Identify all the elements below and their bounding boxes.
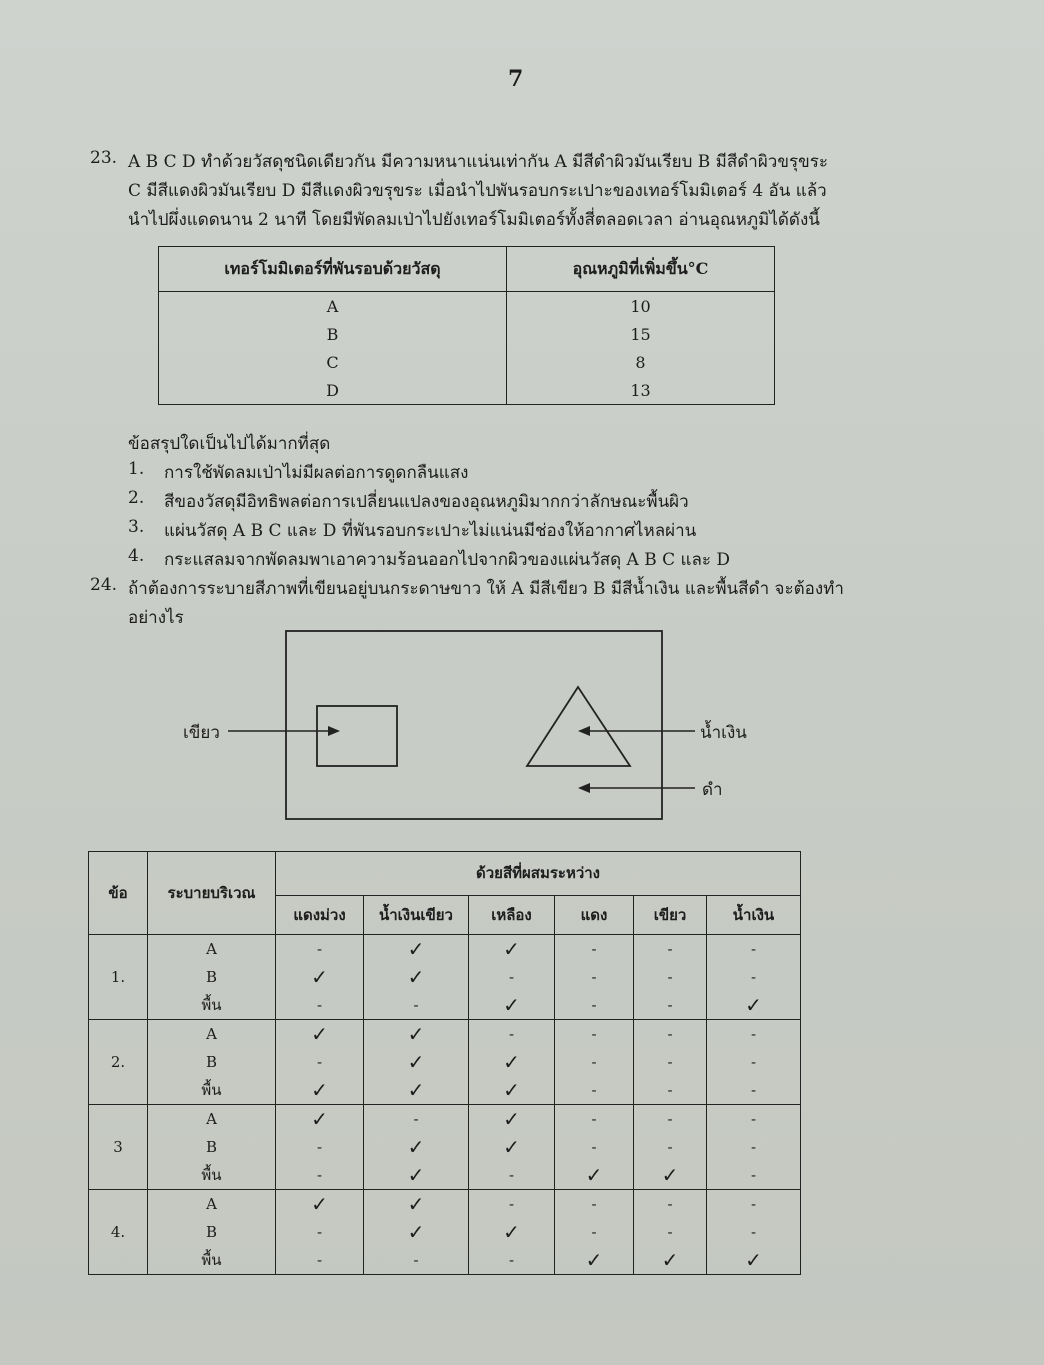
mark-cell <box>634 1105 707 1190</box>
area-list <box>148 1105 276 1190</box>
mark-cell <box>364 1190 469 1275</box>
table-row <box>89 1020 801 1105</box>
label-black: ดำ <box>702 780 723 800</box>
temperature-cell: 8 <box>507 348 775 376</box>
check-mark: ✓ <box>407 1220 425 1244</box>
check-mark: ✓ <box>311 1107 328 1131</box>
header-no: ข้อ <box>89 852 148 935</box>
temperature-cell: 10 <box>507 292 775 321</box>
dash-mark: - <box>591 996 597 1014</box>
area-label: B <box>205 1138 218 1156</box>
check-mark: ✓ <box>407 965 425 989</box>
mark-cell <box>634 1020 707 1105</box>
dash-mark: - <box>413 996 419 1014</box>
dash-mark: - <box>750 1025 757 1043</box>
question-number: 24. <box>90 575 118 595</box>
material-cell: B <box>159 320 507 348</box>
answer-number: 4. <box>89 1190 148 1275</box>
coloring-figure <box>180 625 780 825</box>
mark-cell <box>707 1020 801 1105</box>
dash-mark: - <box>316 1138 323 1156</box>
dash-mark: - <box>316 1223 323 1241</box>
dash-mark: - <box>750 968 757 986</box>
dash-mark: - <box>591 968 597 986</box>
check-mark: ✓ <box>407 1163 425 1187</box>
table-row <box>89 935 801 1020</box>
check-mark: ✓ <box>745 993 762 1017</box>
dash-mark: - <box>667 1110 673 1128</box>
shape-a-square <box>317 706 397 766</box>
check-mark: ✓ <box>311 1078 328 1102</box>
arrow-head <box>578 783 590 793</box>
dash-mark: - <box>508 1195 515 1213</box>
dash-mark: - <box>591 1223 597 1241</box>
mark-cell <box>555 1105 634 1190</box>
table-row <box>159 292 775 321</box>
check-mark: ✓ <box>311 1192 328 1216</box>
temperature-cell: 13 <box>507 376 775 405</box>
dash-mark: - <box>591 1081 597 1099</box>
option-text: แผ่นวัสดุ A B C และ D ที่พันรอบกระเปาะไม่แน่นมีช่องให้อากาศไหลผ่าน <box>164 521 697 541</box>
dash-mark: - <box>508 968 515 986</box>
question-number: 23. <box>90 148 118 168</box>
mark-cell <box>469 1190 555 1275</box>
dash-mark: - <box>508 1251 515 1269</box>
dash-mark: - <box>316 1251 323 1269</box>
mark-cell <box>707 935 801 1020</box>
mark-cell <box>364 1020 469 1105</box>
mark-cell <box>634 935 707 1020</box>
check-mark: ✓ <box>503 937 520 961</box>
header-color: เขียว <box>634 895 707 934</box>
question-text-line: C มีสีแดงผิวมันเรียบ D มีสีแดงผิวขรุขระ เมื่อนำไปพันรอบกระเปาะของเทอร์โมมิเตอร์ 4 อัน แล้ว <box>128 181 827 201</box>
area-label: พื้น <box>201 1081 222 1099</box>
dash-mark: - <box>591 1138 597 1156</box>
question-text-line: A B C D ทำด้วยวัสดุชนิดเดียวกัน มีความหนาแน่นเท่ากัน A มีสีดำผิวมันเรียบ B มีสีดำผิวขรุขระ <box>128 152 828 172</box>
mark-cell <box>469 935 555 1020</box>
check-mark: ✓ <box>311 1022 328 1046</box>
temperature-cell: 15 <box>507 320 775 348</box>
table-row <box>89 1190 801 1275</box>
header-color: เหลือง <box>469 895 555 934</box>
mark-cell <box>555 1020 634 1105</box>
dash-mark: - <box>750 1166 757 1184</box>
dash-mark: - <box>508 1025 515 1043</box>
check-mark: ✓ <box>407 937 425 961</box>
table-row <box>89 1105 801 1190</box>
question-prompt: ข้อสรุปใดเป็นไปได้มากที่สุด <box>128 434 331 454</box>
dash-mark: - <box>667 1195 673 1213</box>
material-cell: A <box>159 292 507 321</box>
header-color: น้ำเงินเขียว <box>364 895 469 934</box>
area-label: พื้น <box>201 1166 222 1184</box>
material-cell: D <box>159 376 507 405</box>
paper-frame <box>286 631 662 819</box>
check-mark: ✓ <box>503 1078 520 1102</box>
mark-cell <box>276 1020 364 1105</box>
dash-mark: - <box>316 996 323 1014</box>
mark-cell <box>276 935 364 1020</box>
dash-mark: - <box>750 1195 757 1213</box>
material-cell: C <box>159 348 507 376</box>
area-label: A <box>206 1110 217 1128</box>
mark-cell <box>276 1105 364 1190</box>
header-color: แดงม่วง <box>276 895 364 934</box>
header-color: แดง <box>555 895 634 934</box>
dash-mark: - <box>316 1053 323 1071</box>
shape-b-triangle <box>527 687 630 766</box>
check-mark: ✓ <box>585 1248 603 1272</box>
header-color: น้ำเงิน <box>707 895 801 934</box>
dash-mark: - <box>591 1053 597 1071</box>
area-list <box>148 1190 276 1275</box>
area-label: A <box>206 1025 217 1043</box>
dash-mark: - <box>667 1138 673 1156</box>
dash-mark: - <box>667 1053 673 1071</box>
mark-cell <box>707 1190 801 1275</box>
dash-mark: - <box>591 940 597 958</box>
arrow-head <box>578 726 590 736</box>
dash-mark: - <box>750 1223 757 1241</box>
option-text: กระแสลมจากพัดลมพาเอาความร้อนออกไปจากผิวของแผ่นวัสดุ A B C และ D <box>164 550 731 570</box>
check-mark: ✓ <box>661 1248 679 1272</box>
dash-mark: - <box>667 940 673 958</box>
dash-mark: - <box>667 1223 673 1241</box>
option-number: 2. <box>128 488 145 508</box>
check-mark: ✓ <box>585 1163 603 1187</box>
dash-mark: - <box>413 1110 419 1128</box>
header-mix-group: ด้วยสีที่ผสมระหว่าง <box>276 852 801 896</box>
check-mark: ✓ <box>503 1107 520 1131</box>
option-text: สีของวัสดุมีอิทธิพลต่อการเปลี่ยนแปลงของอุณหภูมิมากกว่าลักษณะพื้นผิว <box>164 492 689 512</box>
label-blue: น้ำเงิน <box>700 723 747 743</box>
mark-cell <box>276 1190 364 1275</box>
dash-mark: - <box>750 1081 757 1099</box>
mark-cell <box>364 1105 469 1190</box>
dash-mark: - <box>750 1053 757 1071</box>
answer-number: 1. <box>89 935 148 1020</box>
table-row <box>159 376 775 405</box>
question-text-line: อย่างไร <box>128 608 184 628</box>
area-list <box>148 1020 276 1105</box>
dash-mark: - <box>667 1025 673 1043</box>
dash-mark: - <box>413 1251 419 1269</box>
mark-cell <box>469 1020 555 1105</box>
check-mark: ✓ <box>407 1135 425 1159</box>
area-label: B <box>205 968 218 986</box>
question-text-line: นำไปผึ่งแดดนาน 2 นาที โดยมีพัดลมเป่าไปยังเทอร์โมมิเตอร์ทั้งสี่ตลอดเวลา อ่านอุณหภูมิได้ดังนี้ <box>128 210 820 230</box>
dash-mark: - <box>750 1110 757 1128</box>
arrow-head <box>328 726 340 736</box>
mark-cell <box>555 1190 634 1275</box>
dash-mark: - <box>667 996 673 1014</box>
label-green: เขียว <box>183 723 220 743</box>
dash-mark: - <box>591 1025 597 1043</box>
dash-mark: - <box>591 1195 597 1213</box>
area-label: A <box>206 1195 217 1213</box>
check-mark: ✓ <box>503 1220 520 1244</box>
area-label: พื้น <box>201 996 222 1014</box>
area-label: B <box>205 1223 218 1241</box>
dash-mark: - <box>667 1081 673 1099</box>
dash-mark: - <box>750 1138 757 1156</box>
option-number: 3. <box>128 517 145 537</box>
mark-cell <box>364 935 469 1020</box>
area-label: พื้น <box>201 1251 222 1269</box>
check-mark: ✓ <box>407 1078 425 1102</box>
check-mark: ✓ <box>503 993 520 1017</box>
check-mark: ✓ <box>503 1050 520 1074</box>
check-mark: ✓ <box>503 1135 520 1159</box>
area-label: B <box>205 1053 218 1071</box>
check-mark: ✓ <box>311 965 328 989</box>
area-label: A <box>206 940 217 958</box>
dash-mark: - <box>591 1110 597 1128</box>
table-header: เทอร์โมมิเตอร์ที่พันรอบด้วยวัสดุ <box>159 247 507 292</box>
check-mark: ✓ <box>407 1022 425 1046</box>
dash-mark: - <box>750 940 757 958</box>
check-mark: ✓ <box>745 1248 762 1272</box>
answer-number: 2. <box>89 1020 148 1105</box>
area-list <box>148 935 276 1020</box>
mark-cell <box>469 1105 555 1190</box>
answer-number: 3 <box>89 1105 148 1190</box>
table-body <box>89 935 801 1275</box>
dash-mark: - <box>508 1166 515 1184</box>
question-text-line: ถ้าต้องการระบายสีภาพที่เขียนอยู่บนกระดาษขาว ให้ A มีสีเขียว B มีสีน้ำเงิน และพื้นสีดำ จะต้องทำ <box>128 579 844 599</box>
page-number: 7 <box>508 66 524 92</box>
table-header: อุณหภูมิที่เพิ่มขึ้น°C <box>507 247 775 292</box>
dash-mark: - <box>667 968 673 986</box>
option-number: 1. <box>128 459 145 479</box>
dash-mark: - <box>316 940 323 958</box>
option-text: การใช้พัดลมเป่าไม่มีผลต่อการดูดกลืนแสง <box>164 463 469 483</box>
temperature-table <box>158 246 775 405</box>
mark-cell <box>634 1190 707 1275</box>
dash-mark: - <box>316 1166 323 1184</box>
table-row <box>159 348 775 376</box>
check-mark: ✓ <box>661 1163 679 1187</box>
check-mark: ✓ <box>407 1050 425 1074</box>
header-area: ระบายบริเวณ <box>148 852 276 935</box>
check-mark: ✓ <box>407 1192 425 1216</box>
color-mixing-table <box>88 851 801 1275</box>
table-row <box>159 320 775 348</box>
option-number: 4. <box>128 546 145 566</box>
mark-cell <box>555 935 634 1020</box>
mark-cell <box>707 1105 801 1190</box>
